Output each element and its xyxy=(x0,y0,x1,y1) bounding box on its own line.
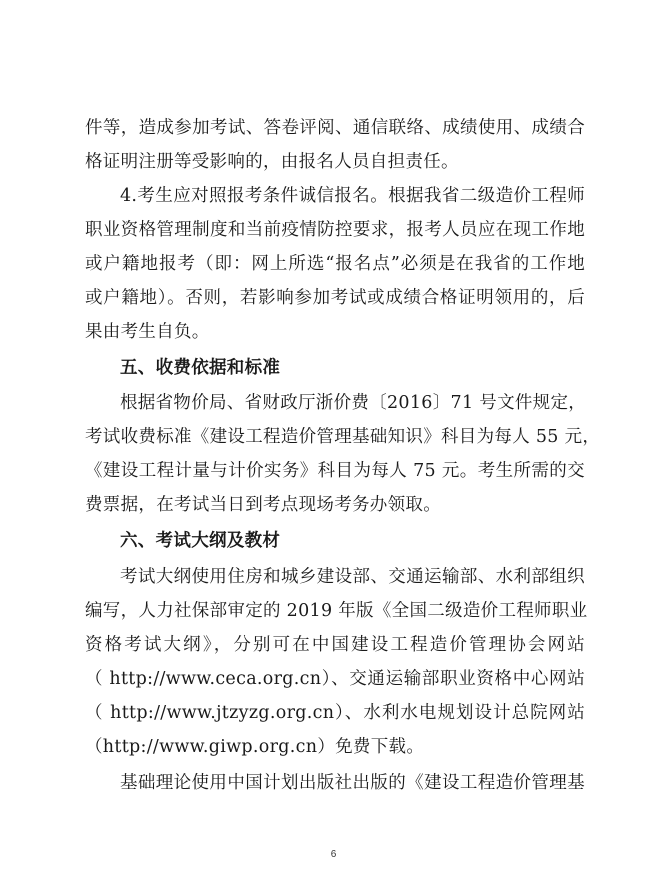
text-line: （ http://www.jtzyzg.org.cn）、水利水电规划设计总院网站 xyxy=(85,703,585,723)
text-line: 格证明注册等受影响的，由报名人员自担责任。 xyxy=(85,152,459,172)
text-line: 4.考生应对照报考条件诚信报名。根据我省二级造价工程师 xyxy=(120,186,585,206)
text-line: （http://www.giwp.org.cn）免费下载。 xyxy=(85,737,425,757)
text-line: 《建设工程计量与计价实务》科目为每人 75 元。考生所需的交 xyxy=(85,461,585,481)
text-line: 资格考试大纲》，分别可在中国建设工程造价管理协会网站 xyxy=(85,635,585,655)
text-line: 职业资格管理制度和当前疫情防控要求，报考人员应在现工作地 xyxy=(85,220,585,240)
text-line: （ http://www.ceca.org.cn）、交通运输部职业资格中心网站 xyxy=(85,669,585,689)
section-heading: 六、考试大纲及教材 xyxy=(120,531,281,551)
text-line: 编写，人力社保部审定的 2019 年版《全国二级造价工程师职业 xyxy=(85,601,588,621)
text-line: 或户籍地报考（即：网上所选“报名点”必须是在我省的工作地 xyxy=(85,254,585,274)
text-line: 考试大纲使用住房和城乡建设部、交通运输部、水利部组织 xyxy=(120,567,585,587)
text-line: 费票据，在考试当日到考点现场考务办领取。 xyxy=(85,495,441,515)
text-line: 基础理论使用中国计划出版社出版的《建设工程造价管理基 xyxy=(120,773,585,793)
text-line: 考试收费标准《建设工程造价管理基础知识》科目为每人 55 元， xyxy=(85,427,601,447)
text-line: 件等，造成参加考试、答卷评阅、通信联络、成绩使用、成绩合 xyxy=(85,118,585,138)
text-line: 根据省物价局、省财政厅浙价费〔2016〕71 号文件规定， xyxy=(120,393,587,413)
section-heading: 五、收费依据和标准 xyxy=(120,358,281,378)
page-number: 6 xyxy=(330,849,337,860)
text-line: 果由考生自负。 xyxy=(85,322,210,342)
text-line: 或户籍地）。否则，若影响参加考试或成绩合格证明领用的，后 xyxy=(85,288,585,308)
